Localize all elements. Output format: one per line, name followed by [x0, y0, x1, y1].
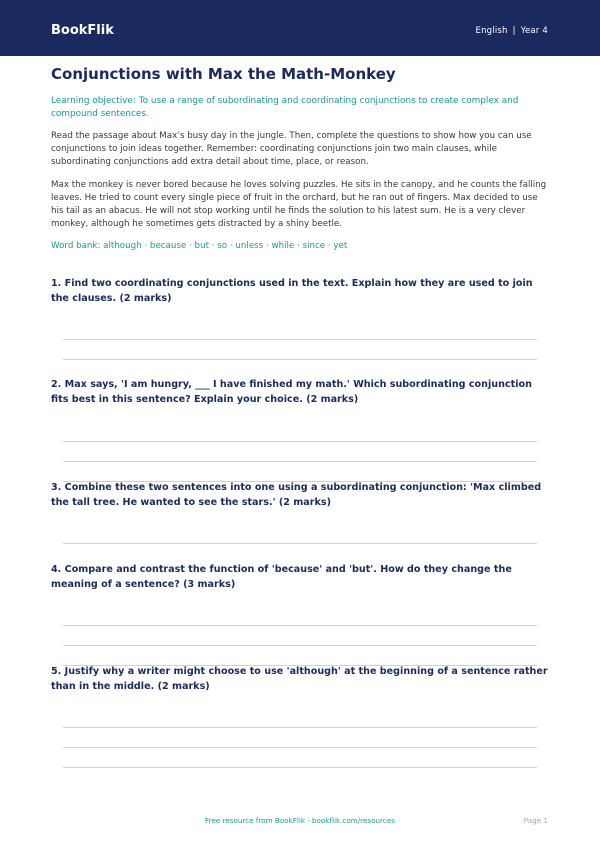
answer-line[interactable]: [63, 727, 537, 728]
answer-line[interactable]: [63, 625, 537, 626]
question-3: 3. Combine these two sentences into one using a subordinating conjunction: 'Max climbed the tall tree. He wanted to see the stars.' (2 marks): [51, 482, 542, 508]
header-bar: [0, 0, 600, 56]
header-meta: [476, 25, 548, 37]
question-5: 5. Justify why a writer might choose to use 'although' at the beginning of a sentence rather than in the middle. (2 marks): [51, 666, 548, 692]
answer-line[interactable]: [63, 461, 537, 462]
footer-credit[interactable]: Free resource from BookFlik · bookflik.com/resources: [204, 816, 396, 825]
meta-separator: |: [512, 26, 516, 36]
answer-line[interactable]: [63, 747, 537, 748]
answer-line[interactable]: [63, 359, 537, 360]
answer-line[interactable]: [63, 645, 537, 646]
question-1: 1. Find two coordinating conjunctions used in the text. Explain how they are used to join the clauses. (2 marks): [51, 278, 533, 304]
page-number: Page 1: [523, 816, 548, 825]
instructions-paragraph: Read the passage about Max’s busy day in the jungle. Then, complete the questions to show how you can use conjunctions to join ideas together. Remember: coordinating conjunctions join two main clauses, while subordinating conjunctions add extra detail about time, place, or reason.: [51, 131, 532, 168]
passage-paragraph: Max the monkey is never bored because he loves solving puzzles. He sits in the canopy, and he counts the falling leaves. He tried to count every single piece of fruit in the orchard, but he ran out of fingers. Max decided to use his tail as an abacus. He will not stop working until he finds the solution to his latest sum. He is a very clever monkey, although he sometimes gets distracted by a shiny beetle.: [51, 179, 547, 230]
answer-line[interactable]: [63, 543, 537, 544]
subject-label: English: [475, 26, 508, 36]
worksheet-intro: [51, 63, 549, 253]
answer-line[interactable]: [63, 339, 537, 340]
worksheet-title: Conjunctions with Max the Math-Monkey: [51, 65, 396, 83]
year-label: Year 4: [520, 26, 548, 36]
answer-line[interactable]: [63, 767, 537, 768]
answer-line[interactable]: [63, 441, 537, 442]
learning-objective: Learning objective: To use a range of subordinating and coordinating conjunctions to create complex and compound sentences.: [51, 96, 519, 119]
brand-logo-text: BookFlik: [51, 23, 114, 38]
question-4: 4. Compare and contrast the function of 'because' and 'but'. How do they change the meaning of a sentence? (3 marks): [51, 564, 512, 590]
word-bank: Word bank: although · because · but · so · unless · while · since · yet: [51, 241, 348, 252]
question-2: 2. Max says, 'I am hungry, ___ I have finished my math.' Which subordinating conjunction fits best in this sentence? Explain your choice. (2 marks): [51, 379, 532, 405]
